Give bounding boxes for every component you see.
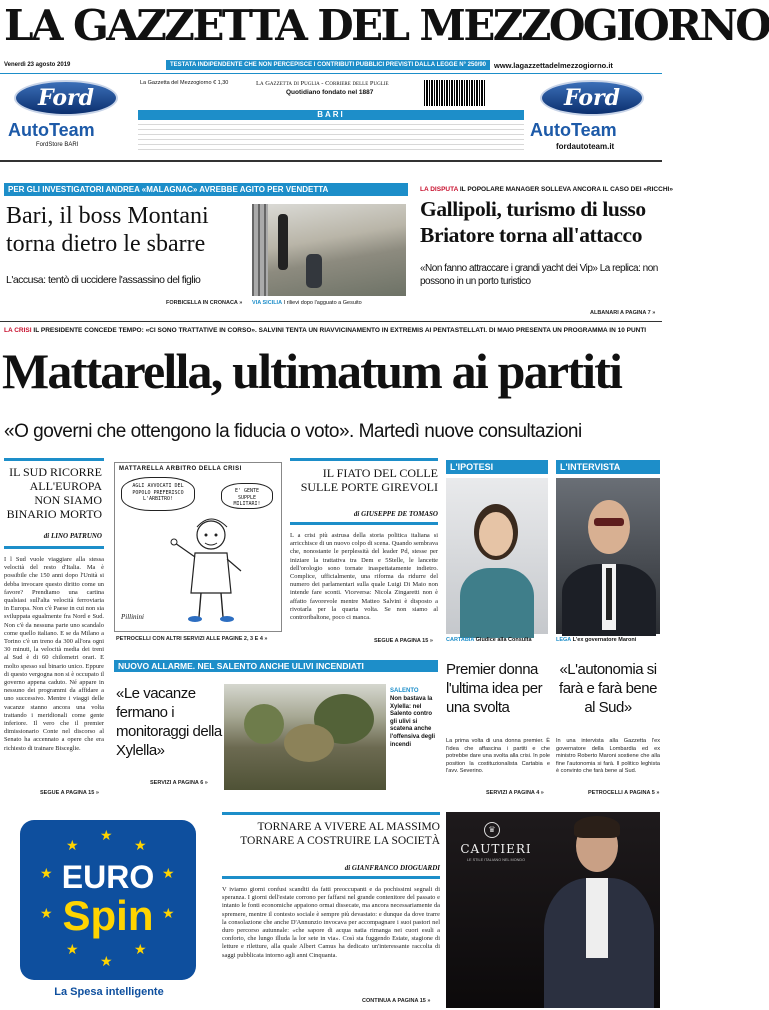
maroni-photo — [556, 478, 660, 634]
barcode — [424, 80, 486, 106]
briatore-kicker-text: IL POPOLARE MANAGER SOLLEVA ANCORA IL CASO DEI «RICCHI» — [459, 186, 673, 193]
cautieri-ad[interactable] — [446, 812, 660, 1008]
masthead-banner: TESTATA INDIPENDENTE CHE NON PERCEPISCE I CONTRIBUTI PUBBLICI PREVISTI DALLA LEGGE N° 250/90 — [166, 60, 490, 70]
tornare-headline[interactable]: TORNARE A VIVERE AL MASSIMO TORNARE A COSTRUIRE LA SOCIETÀ — [240, 821, 440, 847]
fordstore-label: FordStore BARI — [36, 142, 79, 148]
main-headline[interactable]: Mattarella, ultimatum ai partiti — [2, 343, 622, 399]
cautieri-tagline: LE STILE ITALIANO NEL MONDO — [466, 858, 526, 862]
fordautoteam-url[interactable]: fordautoteam.it — [556, 142, 615, 151]
cartoon-title: MATTARELLA ARBITRO DELLA CRISI — [119, 466, 242, 472]
editorial-body: I l Sud vuole viaggiare alla stessa velocità del resto d'Italia. Ma è possibile che 150 anni dopo l'Unità si debba invocare questo diritto come un favore? Prendiamo una cartina qualsiasi sull'alta velocità ferroviaria in Europa. Non c'è Paese in cui non sia sviluppata egualmente fra Nord e Sud. Non c'è da nessuna parte uno scandalo come quello italiano. E se da Milano a Torino c'è un treno da 300 all'ora ogni 30 minuti, la velocità media dei treni al Sud è di 60 chilometri orari. E molto spesso sul binario unico. Eppure di questo vergogna non si è occupato il governo appena caduto. Né appare in nessuno dei programmi da affidare a uno successivo. Mentre i viaggi delle vacanze stanno ancora una volta trattando i meridionali come gente inferiore. Il vero che il premier dimissionario Conte nel discorso al Senato ha accennato a opere che era richiesto di trainare Bisceglie. — [4, 556, 104, 752]
eurospin-ad[interactable] — [4, 812, 214, 1008]
masthead-title: LA GAZZETTA DEL MEZZOGIORNO — [4, 1, 769, 50]
intervista-caption — [556, 637, 636, 643]
ford-logo-right: Ford — [540, 80, 644, 116]
masthead-founded: Quotidiano fondato nel 1887 — [286, 89, 374, 96]
main-kicker-label: LA CRISI — [4, 327, 32, 334]
cautieri-crest-icon: ♛ — [484, 822, 500, 838]
cautieri-brand: CAUTIERI — [460, 842, 532, 856]
ipotesi-label: L'IPOTESI — [446, 460, 548, 474]
colle-headline[interactable]: IL FIATO DEL COLLE SULLE PORTE GIREVOLI — [300, 466, 438, 494]
cartoon-caption[interactable]: PETROCELLI CON ALTRI SERVIZI ALLE PAGINE 2, 3 E 4 » — [116, 636, 268, 642]
masthead-subtitle: La Gazzetta di Puglia - Corriere delle Puglie — [256, 80, 389, 87]
eurospin-logo — [20, 820, 196, 980]
tornare-body: V iviamo giorni confusi scanditi da fatti preoccupanti e da pochissimi segnali di speranza. I giorni dell'estate corrono per faffarsi nel grande contenitore del passato e intanto le fonti economiche appaiono ormai dissecate, ma ancora necessariamente da spremere, mentre il contesto sociale è sempre più devastato: e dunque da dove trarre la consolazione che anche D'Annunzio invocava per accompagnare i suoi pastori nel duro percorso autunnale: «che sapore di acqua natia rimanga nei cuori esuli a conforto, che lungo illuda la lor sete in via». Così sta fuggendo Estate, stagione di letture e riletture, alla quale Albert Camus ha dedicato un'interessante raccolta di saggi pubblicata intorno agli anni Cinquanta. — [222, 886, 440, 959]
model-photo — [538, 812, 660, 1008]
ipotesi-headline[interactable]: Premier donna l'ultima idea per una svolta — [446, 661, 543, 716]
colle-link[interactable]: SEGUE A PAGINA 15 » — [374, 638, 433, 644]
star-icon: ★ — [40, 907, 53, 922]
ipotesi-caption — [446, 637, 532, 643]
star-icon: ★ — [100, 829, 113, 844]
ipotesi-caption-label: CARTABIA — [446, 637, 475, 643]
briatore-kicker-label: LA DISPUTA — [420, 186, 459, 193]
intervista-caption-label: LEGA — [556, 637, 572, 643]
star-icon: ★ — [162, 907, 175, 922]
autoteam-right: AutoTeam — [530, 120, 617, 140]
xylella-headline[interactable]: «Le vacanze fermano i monitoraggi della Xylella» — [116, 685, 222, 759]
intervista-headline[interactable]: «L'autonomia si farà e farà bene al Sud» — [559, 661, 657, 716]
bari-sub: L'accusa: tentò di uccidere l'assassino del figlio — [6, 274, 201, 286]
briatore-sub: «Non fanno attraccare i grandi yacht dei Vip» La replica: non possono in un porto turistico — [420, 263, 658, 287]
xylella-kicker: NUOVO ALLARME. NEL SALENTO ANCHE ULIVI INCENDIATI — [114, 660, 438, 672]
autoteam-left: AutoTeam — [8, 120, 95, 140]
xylella-photo — [224, 684, 386, 790]
briatore-link[interactable]: ALBANARI A PAGINA 7 » — [590, 310, 656, 316]
bari-photo — [252, 204, 406, 296]
bari-kicker: PER GLI INVESTIGATORI ANDREA «MALAGNAC» AVREBBE AGITO PER VENDETTA — [4, 183, 408, 196]
tornare-byline: di GIANFRANCO DIOGUARDI — [344, 864, 440, 872]
cartoon-bubble-2: E' GENTE SUPPLE MILITARI! — [221, 483, 273, 509]
cartabia-photo — [446, 478, 548, 634]
masthead-website[interactable]: www.lagazzettadelmezzogiorno.it — [494, 61, 613, 70]
xylella-side-label: SALENTO — [390, 688, 419, 694]
cartoon-signature: Pillinini — [121, 613, 144, 621]
ipotesi-link[interactable]: SERVIZI A PAGINA 4 » — [486, 790, 544, 796]
intervista-body: In una intervista alla Gazzetta l'ex governatore della Lombardia ed ex ministro Roberto Maroni sostiene che alla fine l'autonomia si farà. Il politico leghista è convinto che farà bene al Sud. — [556, 738, 660, 774]
ford-logo-left: Ford — [14, 80, 118, 116]
eurospin-euro: EURO — [61, 859, 155, 895]
cartoon-figure — [165, 513, 255, 625]
price-label: La Gazzetta del Mezzogiorno € 1,30 — [140, 80, 229, 86]
briatore-kicker — [420, 183, 673, 196]
colle-byline: di GIUSEPPE DE TOMASO — [353, 510, 438, 518]
xylella-side-text: Non bastava la Xylella: nel Salento contro gli ulivi si scatena anche l'offensiva degli incendi — [390, 696, 436, 748]
cartoon-bubble-1: AGLI AVVOCATI DEL POPOLO PREFERISCO L'ARBITRO! — [121, 477, 195, 511]
editorial-link[interactable]: SEGUE A PAGINA 15 » — [40, 790, 99, 796]
intervista-caption-text: L'ex governatore Maroni — [572, 637, 637, 643]
editorial-byline: di LINO PATRUNO — [43, 532, 102, 540]
star-icon: ★ — [66, 839, 79, 854]
bari-headline[interactable]: Bari, il boss Montani torna dietro le sbarre — [6, 203, 209, 257]
intervista-link[interactable]: PETROCELLI A PAGINA 5 » — [588, 790, 660, 796]
editorial-headline[interactable]: IL SUD RICORRE ALL'EUROPA NON SIAMO BINARIO MORTO — [6, 465, 102, 521]
cartoon-frame — [114, 462, 282, 632]
contacts-block — [138, 122, 524, 154]
star-icon: ★ — [162, 867, 175, 882]
star-icon: ★ — [134, 839, 147, 854]
colle-body: L a crisi più astrusa della storia politica italiana si arricchisce di un nuovo colpo di scena. Quando sembrava che, nonostante le perplessità del leader Pd, stesse per iniziare la trattativa tra Dem e 5Stelle, le lancette dell'orologio sono tornate inaspettatamente indietro. Complice, ufficialmente, una riforma da ridurre del numero dei parlamentari sulla quale Luigi Di Maio non intende fare sconti. Viceversa: Nicola Zingaretti non è affatto favorevole mentre Matteo Salvini è disposto a rivotarla per la quarta volta. Se non siamo al controribaltone, poco ci manca. — [290, 532, 438, 622]
xylella-link[interactable]: SERVIZI A PAGINA 6 » — [150, 780, 208, 786]
masthead-date: Venerdì 23 agosto 2019 — [4, 62, 71, 68]
briatore-headline[interactable]: Gallipoli, turismo di lusso Briatore torna all'attacco — [420, 197, 646, 247]
ipotesi-caption-text: Giudice alla Consulta — [475, 637, 532, 643]
eurospin-spin: Spin — [62, 892, 154, 939]
edition-label: BARI — [138, 110, 524, 120]
star-icon: ★ — [100, 955, 113, 970]
star-icon: ★ — [134, 943, 147, 958]
star-icon: ★ — [66, 943, 79, 958]
star-icon: ★ — [40, 867, 53, 882]
tornare-link[interactable]: CONTINUA A PAGINA 15 » — [362, 998, 431, 1004]
bari-caption — [252, 300, 362, 306]
bari-caption-label: VIA SICILIA — [252, 300, 283, 306]
eurospin-tagline: La Spesa intelligente — [54, 986, 164, 998]
bari-link[interactable]: FORBICELLA IN CRONACA » — [166, 300, 243, 306]
bari-caption-text: I rilievi dopo l'agguato a Gesuito — [283, 300, 362, 306]
ipotesi-body: La prima volta di una donna premier. È l'idea che affascina i partiti e che potrebbe dare una svolta alla crisi. In pole position la costituzionalista Cartabia e l'avv. Severino. — [446, 738, 550, 774]
main-kicker — [4, 327, 662, 334]
intervista-label: L'INTERVISTA — [556, 460, 660, 474]
main-kicker-text: IL PRESIDENTE CONCEDE TEMPO: «CI SONO TRATTATIVE IN CORSO». SALVINI TENTA UN RIAVVICINAMENTO IN EXTREMIS AI PENTASTELLATI. DI MAIO PRESENTA UN PROGRAMMA IN 10 PUNTI — [33, 327, 647, 334]
main-deck: «O governi che ottengono la fiducia o voto». Martedì nuove consultazioni — [4, 421, 582, 442]
